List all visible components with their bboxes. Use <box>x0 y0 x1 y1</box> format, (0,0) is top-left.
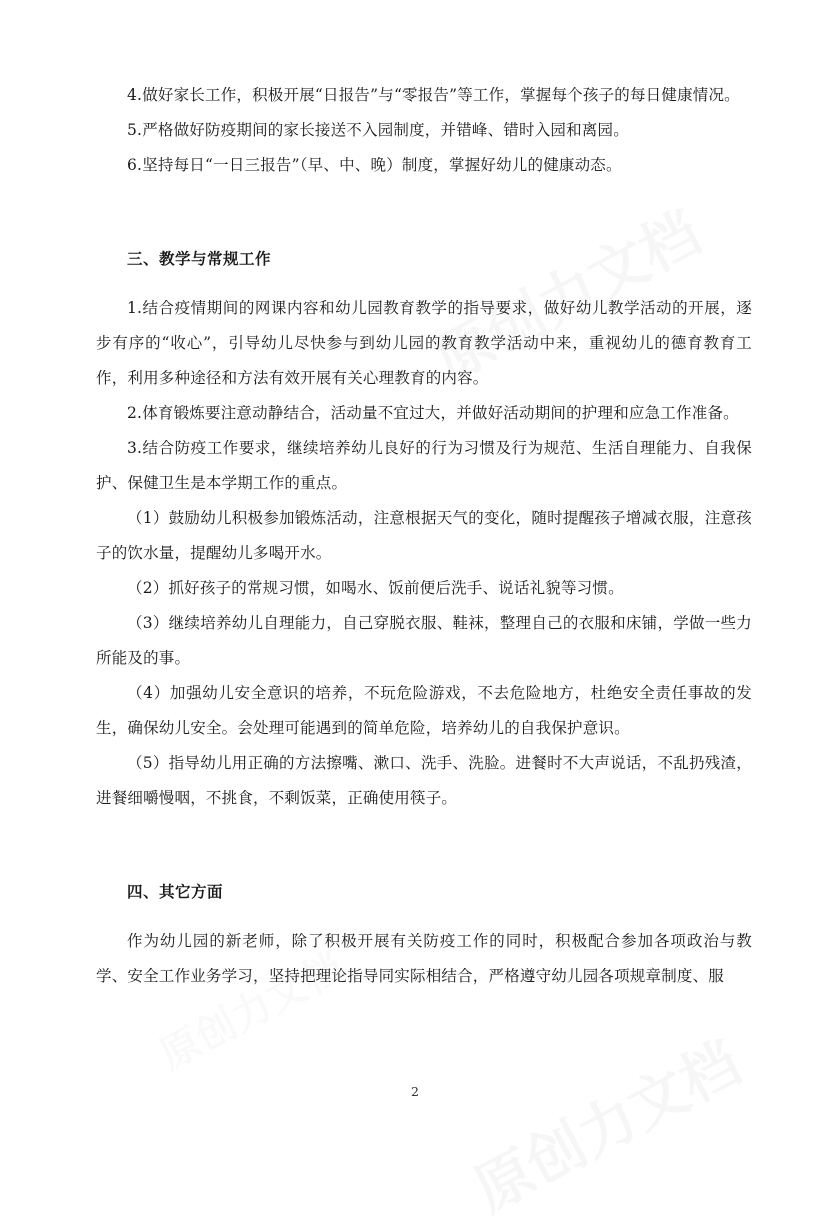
section-heading-four: 四、其它方面 <box>127 881 224 901</box>
document-body <box>96 78 752 994</box>
paragraph-section3-sub-3: （3）继续培养幼儿自理能力，自己穿脱衣服、鞋袜，整理自己的衣服和床铺，学做一些力所能及的事。 <box>96 614 752 667</box>
paragraph-section3-item-2: 2.体育锻炼要注意动静结合，活动量不宜过大，并做好活动期间的护理和应急工作准备。 <box>127 404 739 422</box>
spacer <box>96 183 752 225</box>
spacer <box>96 816 752 858</box>
paragraph-section3-item-1: 1.结合疫情期间的网课内容和幼儿园教育教学的指导要求，做好幼儿教学活动的开展，逐步有序的“收心”，引导幼儿尽快参与到幼儿园的教育教学活动中来，重视幼儿的德育教育工作，利用多种途径和方法有效开展有关心理教育的内容。 <box>96 299 752 387</box>
paragraph-section3-item-3: 3.结合防疫工作要求，继续培养幼儿良好的行为习惯及行为规范、生活自理能力、自我保护、保健卫生是本学期工作的重点。 <box>96 439 752 492</box>
paragraph-section4-item-1: 作为幼儿园的新老师，除了积极开展有关防疫工作的同时，积极配合参加各项政治与教学、安全工作业务学习，坚持把理论指导同实际相结合，严格遵守幼儿园各项规章制度、服 <box>96 932 752 985</box>
watermark-text <box>457 1017 753 1227</box>
paragraph-item-4: 4.做好家长工作，积极开展“日报告”与“零报告”等工作，掌握每个孩子的每日健康情况。 <box>127 86 740 104</box>
paragraph-item-5: 5.严格做好防疫期间的家长接送不入园制度，并错峰、错时入园和离园。 <box>127 121 629 139</box>
paragraph-section3-sub-1: （1）鼓励幼儿积极参加锻炼活动，注意根据天气的变化，随时提醒孩子增减衣服，注意孩子的饮水量，提醒幼儿多喝开水。 <box>96 509 752 562</box>
section-heading-three: 三、教学与常规工作 <box>127 248 272 268</box>
paragraph-item-6: 6.坚持每日“一日三报告”（早、中、晚）制度，掌握好幼儿的健康动态。 <box>127 156 622 174</box>
paragraph-section3-sub-4: （4）加强幼儿安全意识的培养，不玩危险游戏，不去危险地方，杜绝安全责任事故的发生，确保幼儿安全。会处理可能遇到的简单危险，培养幼儿的自我保护意识。 <box>96 684 752 737</box>
paragraph-section3-sub-2: （2）抓好孩子的常规习惯，如喝水、饭前便后洗手、说话礼貌等习惯。 <box>127 579 624 597</box>
paragraph-section3-sub-5: （5）指导幼儿用正确的方法擦嘴、漱口、洗手、洗脸。进餐时不大声说话，不乱扔残渣，进餐细嚼慢咽，不挑食，不剩饭菜，正确使用筷子。 <box>96 754 752 807</box>
page-number: 2 <box>411 1084 419 1099</box>
